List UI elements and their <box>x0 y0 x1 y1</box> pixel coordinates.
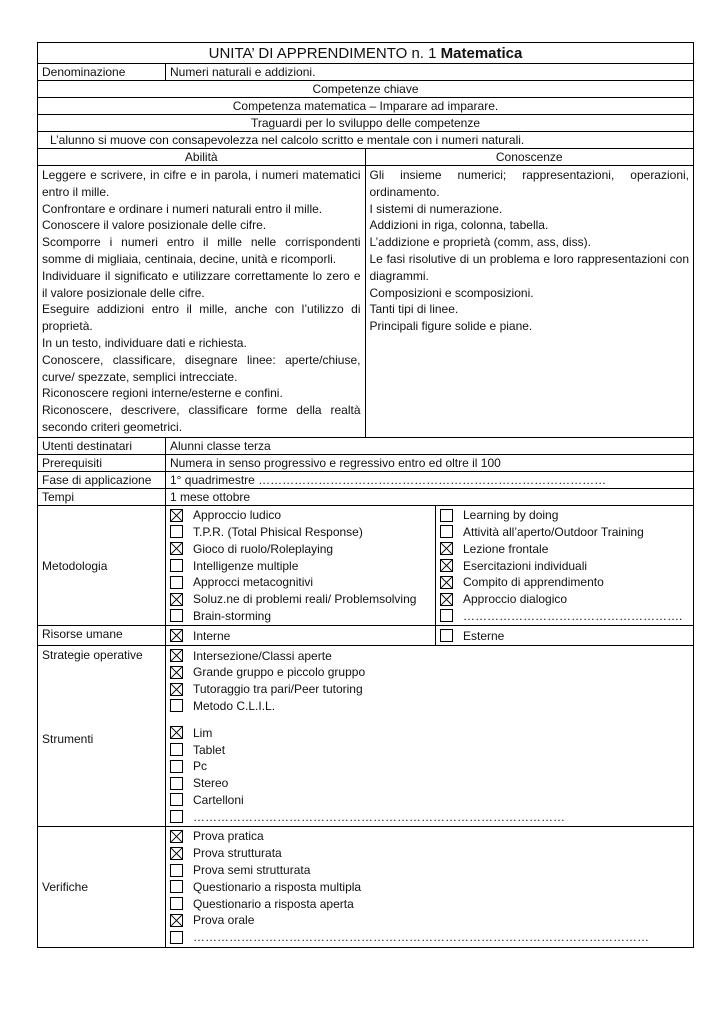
traguardi-text-row <box>38 132 693 149</box>
unchecked-checkbox[interactable] <box>440 609 453 622</box>
verifiche-row <box>38 827 693 947</box>
option-grande-gruppo-e-piccolo-gruppo[interactable] <box>170 664 689 681</box>
option-label: Soluz.ne di problemi reali/ Problemsolving <box>193 592 417 607</box>
unchecked-checkbox[interactable] <box>170 777 183 790</box>
option-pc[interactable] <box>170 758 689 775</box>
option-soluz-ne-di-problemi-reali-problemsolving[interactable] <box>170 591 431 608</box>
metodologia-right-list <box>436 506 693 626</box>
option-label: Pc <box>193 759 208 774</box>
tempi-label: Tempi <box>38 489 166 505</box>
option-stereo[interactable] <box>170 775 689 792</box>
option-tutoraggio-tra-pari-peer-tutoring[interactable] <box>170 681 689 698</box>
list-item: Le fasi risolutive di un problema e loro rappresentazioni con diagrammi. <box>369 251 689 283</box>
metodologia-label: Metodologia <box>38 506 166 626</box>
option-label: Approcci metacognitivi <box>193 575 314 590</box>
option-compito-di-apprendimento[interactable] <box>440 574 689 591</box>
option-esterne[interactable] <box>440 627 689 644</box>
option-label: Lezione frontale <box>463 541 549 556</box>
option-lezione-frontale[interactable] <box>440 540 689 557</box>
option-label: Compito di apprendimento <box>463 575 604 590</box>
option-interne[interactable] <box>170 627 431 644</box>
denominazione-value: Numeri naturali e addizioni. <box>170 65 316 79</box>
unchecked-checkbox[interactable] <box>170 743 183 756</box>
option-label: Intelligenze multiple <box>193 558 299 573</box>
checked-checkbox[interactable] <box>170 542 183 555</box>
competenze-chiave-row <box>38 81 693 98</box>
fase-label: Fase di applicazione <box>38 472 166 488</box>
checkbox[interactable] <box>170 629 183 642</box>
abilita-conoscenze-heading-row <box>38 149 693 166</box>
checked-checkbox[interactable] <box>170 683 183 696</box>
list-item: Riconoscere, descrivere, classificare forme della realtà secondo criteri geometrici. <box>42 403 361 434</box>
risorse-label: Risorse umane <box>38 626 166 645</box>
option-label: Questionario a risposta multipla <box>193 879 362 894</box>
prerequisiti-value: Numera in senso progressivo e regressivo entro ed oltre il 100 <box>170 455 501 470</box>
utenti-row <box>38 438 693 455</box>
list-item: In un testo, individuare dati e richiesta. <box>42 335 247 350</box>
utenti-label: Utenti destinatari <box>38 438 166 454</box>
checked-checkbox[interactable] <box>170 726 183 739</box>
option-intersezione-classi-aperte[interactable] <box>170 647 689 664</box>
option-label: Esterne <box>463 628 505 643</box>
title-subject: Matematica <box>440 45 523 62</box>
utenti-value: Alunni classe terza <box>170 438 271 453</box>
option-t-p-r-total-phisical-response[interactable] <box>170 524 431 541</box>
denominazione-label: Denominazione <box>38 64 166 80</box>
option-approcci-metacognitivi[interactable] <box>170 574 431 591</box>
option-label: Brain-storming <box>193 608 272 623</box>
risorse-left-cell <box>166 626 436 645</box>
list-item: I sistemi di numerazione. <box>369 201 503 216</box>
checked-checkbox[interactable] <box>170 830 183 843</box>
checked-checkbox[interactable] <box>170 509 183 522</box>
option-intelligenze-multiple[interactable] <box>170 557 431 574</box>
option-approccio-dialogico[interactable] <box>440 591 689 608</box>
option-label: Lim <box>193 725 213 740</box>
option-label: Tutoraggio tra pari/Peer tutoring <box>193 682 363 697</box>
risorse-options <box>166 626 693 645</box>
traguardi-text: L’alunno si muove con consapevolezza nel calcolo scritto e mentale con i numeri naturali. <box>50 133 525 147</box>
option-label: Grande gruppo e piccolo gruppo <box>193 665 366 680</box>
option-lim[interactable] <box>170 724 689 741</box>
abilita-list <box>38 166 366 437</box>
strategie-label: Strategie operative <box>42 648 143 663</box>
strategie-list <box>170 647 689 714</box>
strumenti-list <box>170 724 689 825</box>
option-label: Gioco di ruolo/Roleplaying <box>193 541 334 556</box>
unchecked-checkbox[interactable] <box>170 931 183 944</box>
option-label: …………………………………………………………………………………………………… <box>193 930 649 945</box>
checked-checkbox[interactable] <box>170 649 183 662</box>
option-prova-pratica[interactable] <box>170 828 689 845</box>
list-item: L’addizione e proprietà (comm, ass, diss). <box>369 235 591 250</box>
option-prova-strutturata[interactable] <box>170 845 689 862</box>
traguardi-heading-row <box>38 115 693 132</box>
option-blank[interactable] <box>440 608 689 625</box>
option-label: Tablet <box>193 742 226 757</box>
list-item: Addizioni in riga, colonna, tabella. <box>369 218 549 233</box>
list-item: Leggere e scrivere, in cifre e in parola, i numeri matematici entro il mille. <box>42 168 361 199</box>
unchecked-checkbox[interactable] <box>170 760 183 773</box>
abilita-heading: Abilità <box>38 149 366 165</box>
competenza-value: Competenza matematica – Imparare ad imparare. <box>232 99 499 113</box>
fase-value: 1° quadrimestre …………………………………………………………………………… <box>170 472 607 487</box>
abilita-conoscenze-row <box>38 166 693 438</box>
list-item: Scomporre i numeri entro il mille nelle corrispondenti somme di migliaia, centinaia, decine, unità e ricomporli. <box>42 235 361 266</box>
option-label: Cartelloni <box>193 792 244 807</box>
prerequisiti-row <box>38 455 693 472</box>
risorse-right-cell <box>436 626 693 645</box>
strategie-strumenti-options <box>166 646 693 826</box>
unchecked-checkbox[interactable] <box>440 525 453 538</box>
conoscenze-heading: Conoscenze <box>495 150 563 164</box>
unchecked-checkbox[interactable] <box>170 576 183 589</box>
checked-checkbox[interactable] <box>170 666 183 679</box>
fase-row <box>38 472 693 489</box>
option-questionario-a-risposta-aperta[interactable] <box>170 895 689 912</box>
unchecked-checkbox[interactable] <box>170 699 183 712</box>
option-label: Intersezione/Classi aperte <box>193 648 332 663</box>
traguardi-heading: Traguardi per lo sviluppo delle competenze <box>250 116 481 130</box>
option-blank[interactable] <box>170 929 689 946</box>
unchecked-checkbox[interactable] <box>440 509 453 522</box>
list-item: Composizioni e scomposizioni. <box>369 285 534 300</box>
tempi-row <box>38 489 693 506</box>
list-item: Gli insieme numerici; rappresentazioni, operazioni, ordinamento. <box>369 168 689 199</box>
option-label: Learning by doing <box>463 508 559 523</box>
checked-checkbox[interactable] <box>170 593 183 606</box>
checked-checkbox[interactable] <box>440 542 453 555</box>
metodologia-left-list <box>166 506 436 626</box>
checked-checkbox[interactable] <box>440 593 453 606</box>
option-questionario-a-risposta-multipla[interactable] <box>170 878 689 895</box>
checked-checkbox[interactable] <box>440 559 453 572</box>
option-approccio-ludico[interactable] <box>170 507 431 524</box>
unchecked-checkbox[interactable] <box>170 559 183 572</box>
list-item: Conoscere, classificare, disegnare linee: aperte/chiuse, curve/ spezzate, semplici intrecciate. <box>42 352 361 384</box>
list-item: Individuare il significato e utilizzare correttamente lo zero e il valore posizionale delle cifre. <box>42 268 361 300</box>
title-prefix: UNITA’ DI APPRENDIMENTO n. 1 <box>208 45 437 62</box>
option-esercitazioni-individuali[interactable] <box>440 557 689 574</box>
option-blank[interactable] <box>170 808 689 825</box>
option-label: Approccio ludico <box>193 508 282 523</box>
lesson-plan-table <box>37 42 694 948</box>
option-label: Interne <box>193 628 231 643</box>
verifiche-list <box>166 827 693 947</box>
metodologia-row <box>38 506 693 627</box>
document-title <box>38 43 693 63</box>
list-item: Principali figure solide e piane. <box>369 319 533 334</box>
competenze-chiave-heading: Competenze chiave <box>312 82 419 96</box>
tempi-value: 1 mese ottobre <box>170 489 251 504</box>
unchecked-checkbox[interactable] <box>170 810 183 823</box>
checked-checkbox[interactable] <box>440 576 453 589</box>
unchecked-checkbox[interactable] <box>170 897 183 910</box>
option-gioco-di-ruolo-roleplaying[interactable] <box>170 540 431 557</box>
checked-checkbox[interactable] <box>170 847 183 860</box>
option-cartelloni[interactable] <box>170 792 689 809</box>
list-item: Eseguire addizioni entro il mille, anche con l’utilizzo di proprietà. <box>42 302 361 334</box>
option-label: Prova strutturata <box>193 846 282 861</box>
prerequisiti-label: Prerequisiti <box>38 455 166 471</box>
unchecked-checkbox[interactable] <box>170 525 183 538</box>
unchecked-checkbox[interactable] <box>170 864 183 877</box>
verifiche-label: Verifiche <box>38 827 166 947</box>
option-label: Prova orale <box>193 913 255 928</box>
conoscenze-list <box>366 166 694 437</box>
unchecked-checkbox[interactable] <box>170 793 183 806</box>
strategie-strumenti-labels <box>38 646 166 826</box>
denominazione-row <box>38 64 693 81</box>
list-item: Riconoscere regioni interne/esterne e confini. <box>42 386 283 401</box>
option-brain-storming[interactable] <box>170 608 431 625</box>
option-label: T.P.R. (Total Phisical Response) <box>193 524 363 539</box>
competenza-row <box>38 98 693 115</box>
checked-checkbox[interactable] <box>170 914 183 927</box>
strategie-strumenti-row <box>38 646 693 827</box>
unchecked-checkbox[interactable] <box>170 609 183 622</box>
option-attivit-all-aperto-outdoor-training[interactable] <box>440 524 689 541</box>
option-prova-semi-strutturata[interactable] <box>170 862 689 879</box>
option-label: ………………………………………………. <box>463 608 683 623</box>
list-item: Tanti tipi di linee. <box>369 302 459 317</box>
option-tablet[interactable] <box>170 741 689 758</box>
unchecked-checkbox[interactable] <box>170 880 183 893</box>
list-item: Conoscere il valore posizionale delle cifre. <box>42 218 267 233</box>
option-label: Metodo C.L.I.L. <box>193 698 276 713</box>
option-learning-by-doing[interactable] <box>440 507 689 524</box>
title-row <box>38 43 693 64</box>
list-item: Confrontare e ordinare i numeri naturali entro il mille. <box>42 201 323 216</box>
risorse-row <box>38 626 693 646</box>
option-label: Esercitazioni individuali <box>463 558 588 573</box>
option-label: Prova pratica <box>193 829 264 844</box>
metodologia-options <box>166 506 693 626</box>
option-label: ………………………………………………………………………………… <box>193 809 565 824</box>
option-label: Attività all’aperto/Outdoor Training <box>463 524 644 539</box>
checkbox[interactable] <box>440 629 453 642</box>
option-label: Questionario a risposta aperta <box>193 896 354 911</box>
strumenti-label: Strumenti <box>42 732 94 747</box>
option-label: Prova semi strutturata <box>193 863 311 878</box>
option-label: Approccio dialogico <box>463 592 568 607</box>
option-label: Stereo <box>193 776 229 791</box>
option-metodo-c-l-i-l[interactable] <box>170 698 689 715</box>
option-prova-orale[interactable] <box>170 912 689 929</box>
